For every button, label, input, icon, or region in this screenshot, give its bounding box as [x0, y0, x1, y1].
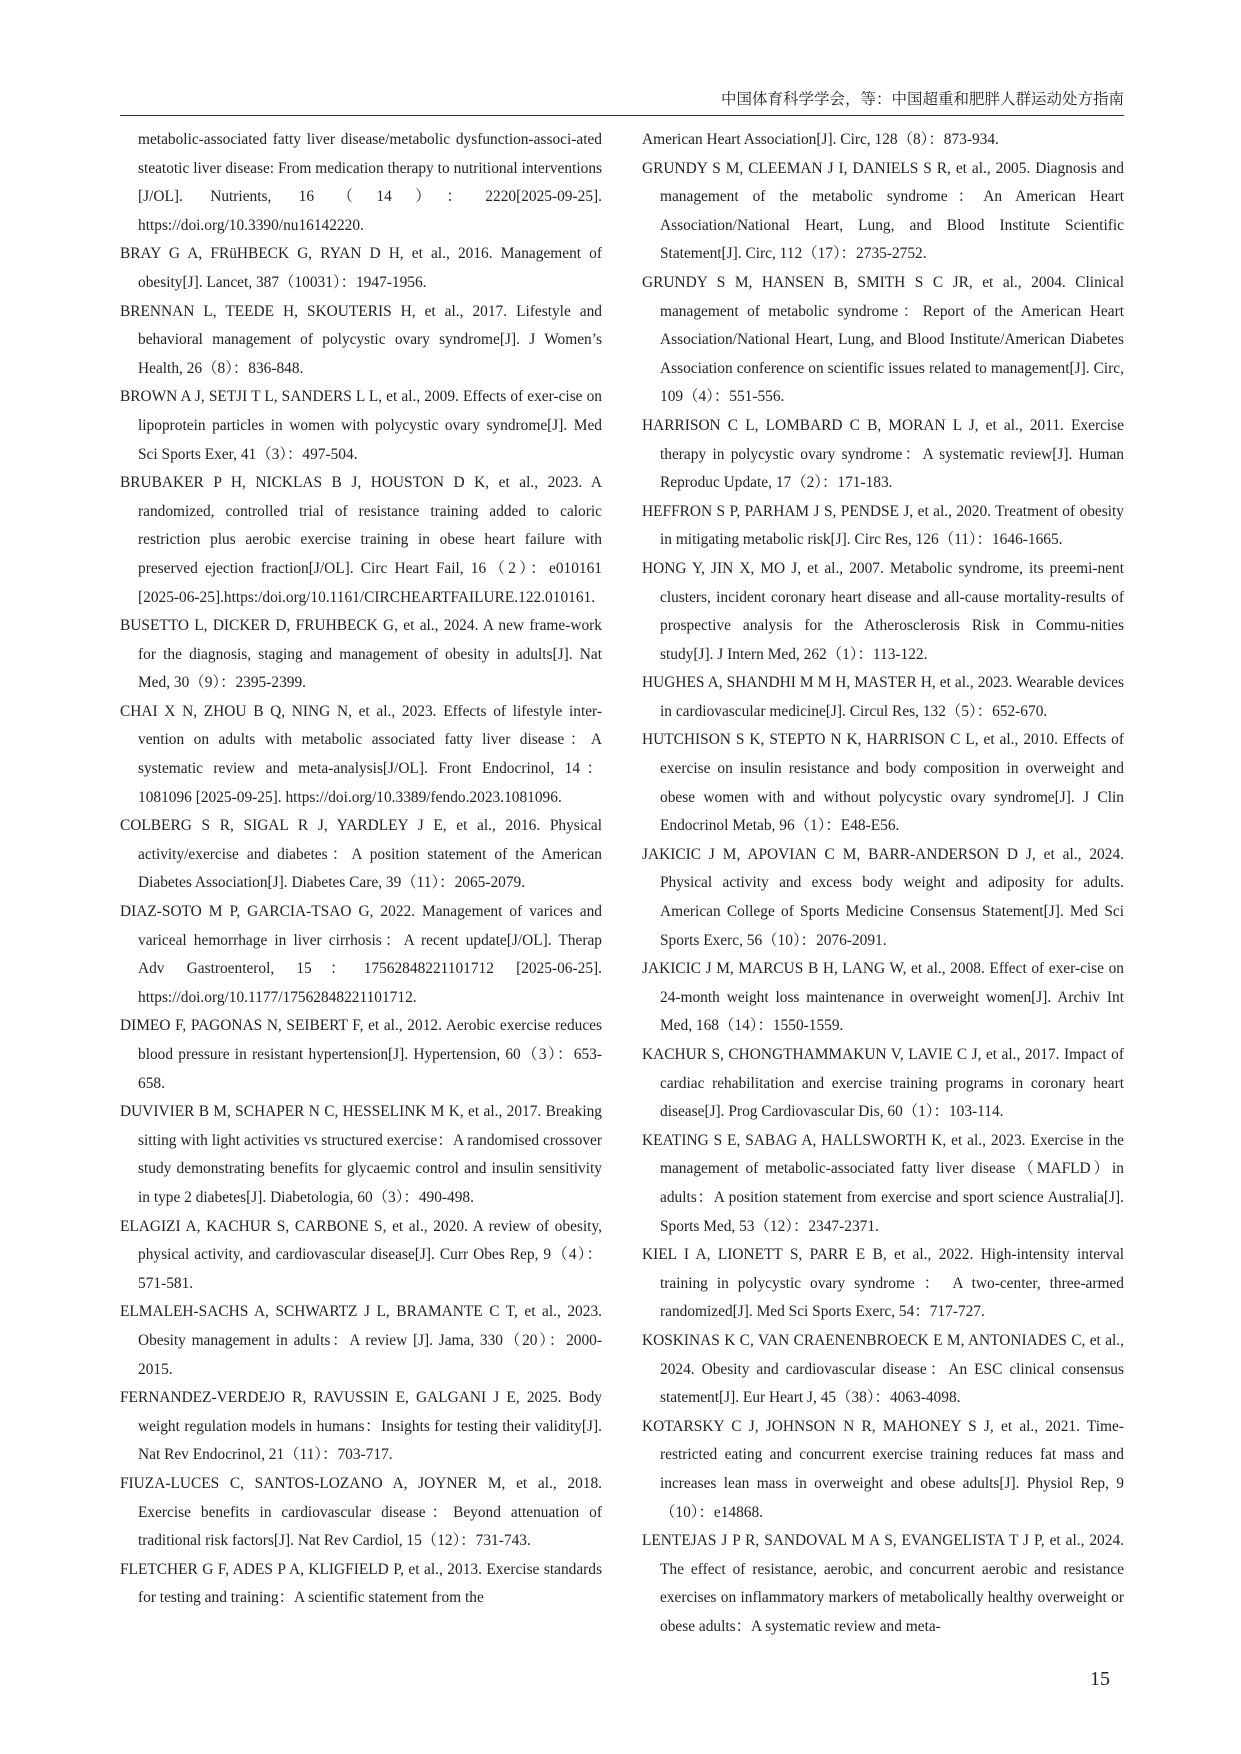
reference-entry: DUVIVIER B M, SCHAPER N C, HESSELINK M K, et al., 2017. Breaking sitting with light activities vs structured exercise：A randomised crossover study demonstrating benefits for glycaemic control and insulin sensitivity in type 2 diabetes[J]. Diabetologia, 60（3）：490-498. [120, 1103, 602, 1206]
running-header: 中国体育科学学会，等：中国超重和肥胖人群运动处方指南 [720, 90, 1124, 108]
reference-entry: CHAI X N, ZHOU B Q, NING N, et al., 2023. Effects of lifestyle inter-vention on adults with metabolic associated fatty liver disease：A systematic review and meta-analysis[J/OL]. Front Endocrinol, 14：1081096 [2025-09-25]. https://doi.org/10.3389/fendo.2023.1081096. [120, 702, 602, 806]
reference-column-left [120, 126, 602, 1613]
reference-entry: FIUZA-LUCES C, SANTOS-LOZANO A, JOYNER M, et al., 2018. Exercise benefits in cardiovascular disease：Beyond attenuation of traditional risk factors[J]. Nat Rev Cardiol, 15（12）：731-743. [120, 1474, 602, 1550]
reference-entry: BRUBAKER P H, NICKLAS B J, HOUSTON D K, et al., 2023. A randomized, controlled trial of resistance training added to caloric restriction plus aerobic exercise training in obese heart failure with preserved ejection fraction[J/OL]. Circ Heart Fail, 16（2）：e010161 [2025-06-25].https:/doi.org/10.1161/CIRCHEARTFAILURE.122.010161. [120, 474, 602, 606]
reference-entry: KOSKINAS K C, VAN CRAENENBROECK E M, ANTONIADES C, et al., 2024. Obesity and cardiovascular disease：An ESC clinical consensus statement[J]. Eur Heart J, 45（38）：4063-4098. [642, 1331, 1124, 1407]
reference-entry: JAKICIC J M, MARCUS B H, LANG W, et al., 2008. Effect of exer-cise on 24-month weight loss maintenance in overweight women[J]. Archiv Int Med, 168（14）：1550-1559. [642, 960, 1124, 1035]
reference-entry: GRUNDY S M, CLEEMAN J I, DANIELS S R, et al., 2005. Diagnosis and management of the metabolic syndrome：An American Heart Association/National Heart, Lung, and Blood Institute Scientific Statement[J]. Circ, 112（17）：2735-2752. [642, 159, 1124, 263]
reference-entry: ELMALEH-SACHS A, SCHWARTZ J L, BRAMANTE C T, et al., 2023. Obesity management in adults：A review [J]. Jama, 330（20）：2000-2015. [120, 1303, 602, 1378]
reference-entry: LENTEJAS J P R, SANDOVAL M A S, EVANGELISTA T J P, et al., 2024. The effect of resistance, aerobic, and concurrent aerobic and resistance exercises on inflammatory markers of metabolically healthy overweight or obese adults：A systematic review and meta- [642, 1532, 1124, 1635]
reference-entry: FLETCHER G F, ADES P A, KLIGFIELD P, et al., 2013. Exercise standards for testing and training：A scientific statement from the [120, 1560, 602, 1607]
reference-entry: HONG Y, JIN X, MO J, et al., 2007. Metabolic syndrome, its preemi-nent clusters, incident coronary heart disease and all-cause mortality-results of prospective analysis for the Atherosclerosis Risk in Commu-nities study[J]. J Intern Med, 262（1）：113-122. [642, 559, 1124, 663]
reference-entry: BROWN A J, SETJI T L, SANDERS L L, et al., 2009. Effects of exer-cise on lipoprotein particles in women with polycystic ovary syndrome[J]. Med Sci Sports Exer, 41（3）：497-504. [120, 388, 602, 463]
reference-entry: ELAGIZI A, KACHUR S, CARBONE S, et al., 2020. A review of obesity, physical activity, and cardiovascular disease[J]. Curr Obes Rep, 9（4）：571-581. [120, 1217, 602, 1292]
reference-entry: BRENNAN L, TEEDE H, SKOUTERIS H, et al., 2017. Lifestyle and behavioral management of polycystic ovary syndrome[J]. J Women’s Health, 26（8）：836-848. [120, 302, 602, 377]
reference-entry: COLBERG S R, SIGAL R J, YARDLEY J E, et al., 2016. Physical activity/exercise and diabetes：A position statement of the American Diabetes Association[J]. Diabetes Care, 39（11）：2065-2079. [120, 817, 602, 892]
page-number: 15 [1090, 1668, 1110, 1690]
reference-entry: DIMEO F, PAGONAS N, SEIBERT F, et al., 2012. Aerobic exercise reduces blood pressure in resistant hypertension[J]. Hypertension, 60（3）：653-658. [120, 1017, 602, 1092]
reference-column-right [642, 126, 1124, 1641]
reference-entry: HEFFRON S P, PARHAM J S, PENDSE J, et al., 2020. Treatment of obesity in mitigating metabolic risk[J]. Circ Res, 126（11）：1646-1665. [642, 502, 1124, 549]
reference-entry: GRUNDY S M, HANSEN B, SMITH S C JR, et al., 2004. Clinical management of metabolic syndrome：Report of the American Heart Association/National Heart, Lung, and Blood Institute/American Diabetes Association conference on scientific issues related to management[J]. Circ, 109（4）：551-556. [642, 273, 1124, 406]
header-rule [120, 115, 1124, 116]
reference-entry: metabolic-associated fatty liver disease/metabolic dysfunction-associ-ated steatotic liver disease: From medication therapy to nutritional interventions [J/OL]. Nutrients, 16（14）：2220[2025-09-25]. https://doi.org/10.3390/nu16142220. [138, 131, 602, 234]
reference-entry: DIAZ-SOTO M P, GARCIA-TSAO G, 2022. Management of varices and variceal hemorrhage in liver cirrhosis：A recent update[J/OL]. Therap Adv Gastroenterol, 15：17562848221101712 [2025-06-25]. https://doi.org/10.1177/17562848221101712. [120, 903, 602, 1006]
reference-entry: BUSETTO L, DICKER D, FRUHBECK G, et al., 2024. A new frame-work for the diagnosis, staging and management of obesity in adults[J]. Nat Med, 30（9）：2395-2399. [120, 617, 602, 692]
reference-entry: HUTCHISON S K, STEPTO N K, HARRISON C L, et al., 2010. Effects of exercise on insulin resistance and body composition in overweight and obese women with and without polycystic ovary syndrome[J]. J Clin Endocrinol Metab, 96（1）：E48-E56. [642, 731, 1124, 835]
reference-entry: JAKICIC J M, APOVIAN C M, BARR-ANDERSON D J, et al., 2024. Physical activity and excess body weight and adiposity for adults. American College of Sports Medicine Consensus Statement[J]. Med Sci Sports Exerc, 56（10）：2076-2091. [642, 845, 1124, 949]
reference-entry: KOTARSKY C J, JOHNSON N R, MAHONEY S J, et al., 2021. Time-restricted eating and concurrent exercise training reduces fat mass and increases lean mass in overweight and obese adults[J]. Physiol Rep, 9（10）：e14868. [642, 1417, 1124, 1521]
reference-entry: KIEL I A, LIONETT S, PARR E B, et al., 2022. High-intensity interval training in polycystic ovary syndrome ： A two-center, three-armed randomized[J]. Med Sci Sports Exerc, 54：717-727. [642, 1246, 1124, 1321]
reference-entry: BRAY G A, FRüHBECK G, RYAN D H, et al., 2016. Management of obesity[J]. Lancet, 387（10031）：1947-1956. [120, 245, 602, 291]
reference-entry: HUGHES A, SHANDHI M M H, MASTER H, et al., 2023. Wearable devices in cardiovascular medicine[J]. Circul Res, 132（5）：652-670. [642, 674, 1124, 720]
reference-entry: KEATING S E, SABAG A, HALLSWORTH K, et al., 2023. Exercise in the management of metabolic-associated fatty liver disease（MAFLD）in adults：A position statement from exercise and sport science Australia[J]. Sports Med, 53（12）：2347-2371. [642, 1131, 1124, 1235]
reference-entry: HARRISON C L, LOMBARD C B, MORAN L J, et al., 2011. Exercise therapy in polycystic ovary syndrome：A systematic review[J]. Human Reproduc Update, 17（2）：171-183. [642, 416, 1124, 492]
reference-entry: American Heart Association[J]. Circ, 128（8）：873-934. [642, 131, 999, 148]
reference-entry: FERNANDEZ-VERDEJO R, RAVUSSIN E, GALGANI J E, 2025. Body weight regulation models in humans：Insights for testing their validity[J]. Nat Rev Endocrinol, 21（11）：703-717. [120, 1389, 602, 1464]
reference-entry: KACHUR S, CHONGTHAMMAKUN V, LAVIE C J, et al., 2017. Impact of cardiac rehabilitation and exercise training programs in coronary heart disease[J]. Prog Cardiovascular Dis, 60（1）：103-114. [642, 1046, 1124, 1121]
